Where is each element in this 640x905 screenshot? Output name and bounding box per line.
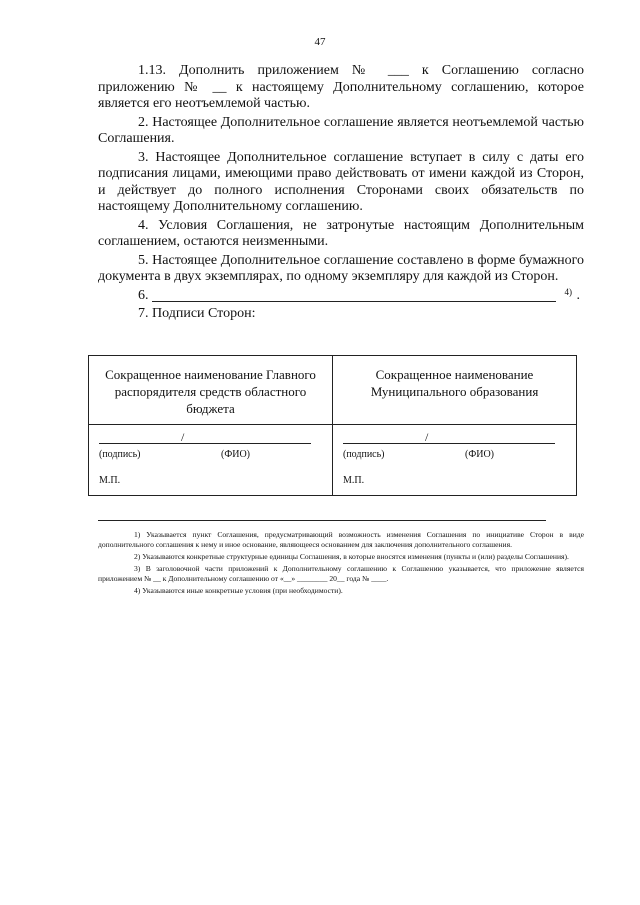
signature-table [88,355,577,496]
paragraph-5: 5. Настоящее Дополнительное соглашение составлено в форме бумажного документа в двух экземплярах, по одному экземпляру для каждой из Сторон. [98,252,584,284]
right-signature-label: (подпись) [343,449,385,460]
left-party-name: Сокращенное наименование Главного распорядителя средств областного бюджета [89,356,332,425]
footnote-4: 4) Указываются иные конкретные условия (при необходимости). [134,586,343,595]
paragraph-6-blank-line [152,301,556,302]
signature-cell-right [333,356,577,496]
agreement-text [98,63,584,322]
right-signature-line [343,443,555,444]
signature-cell-left [89,356,333,496]
right-name-label: (ФИО) [465,449,495,460]
signatures-title: 7. Подписи Сторон: [138,305,256,321]
footnote-1: 1) Указывается пункт Соглашения, предусматривающий возможность изменения Соглашения по инициативе Сторон в виде дополнительного соглашения к нему и иное основание, являющееся основанием для заключения дополнительного соглашения. [98,530,584,549]
right-sign-area [333,425,576,495]
left-signature-line [99,443,311,444]
footnote-ref-4: 4) [564,286,572,297]
footnote-3: 3) В заголовочной части приложений к Дополнительному соглашению к Соглашению указывается, что приложение является приложением № __ к Дополнительному соглашению от «__» ________ 20__ года № ____. [98,564,584,583]
right-party-name: Сокращенное наименование Муниципального образования [333,356,576,425]
paragraph-6 [98,288,584,306]
left-seal-label: М.П. [99,475,121,486]
paragraph-1-13: 1.13. Дополнить приложением № ___ к Соглашению согласно приложению № __ к настоящему Дополнительному соглашению, которое является его неотъемлемой частью. [98,63,584,111]
paragraph-2: 2. Настоящее Дополнительное соглашение является неотъемлемой частью Соглашения. [98,114,584,146]
left-sign-area [89,425,332,495]
paragraph-4: 4. Условия Соглашения, не затронутые настоящим Дополнительным соглашением, остаются неизменными. [98,217,584,249]
footnote-separator [98,520,546,521]
footnote-2: 2) Указываются конкретные структурные единицы Соглашения, в которые вносятся изменения (пункты и (или) разделы Соглашения). [134,552,569,561]
left-name-label: (ФИО) [221,449,251,460]
left-slash: / [181,430,185,444]
footnotes [98,530,584,598]
paragraph-6-number: 6. [138,287,149,303]
paragraph-6-end: . [576,287,580,303]
right-seal-label: М.П. [343,475,365,486]
page-number: 47 [314,36,326,48]
paragraph-3: 3. Настоящее Дополнительное соглашение вступает в силу с даты его подписания лицами, имеющими право действовать от имени каждой из Сторон, и действует до полного исполнения Сторонами своих обязательств по настоящему Дополнительному соглашению. [98,149,584,214]
left-signature-label: (подпись) [99,449,141,460]
right-slash: / [425,430,429,444]
